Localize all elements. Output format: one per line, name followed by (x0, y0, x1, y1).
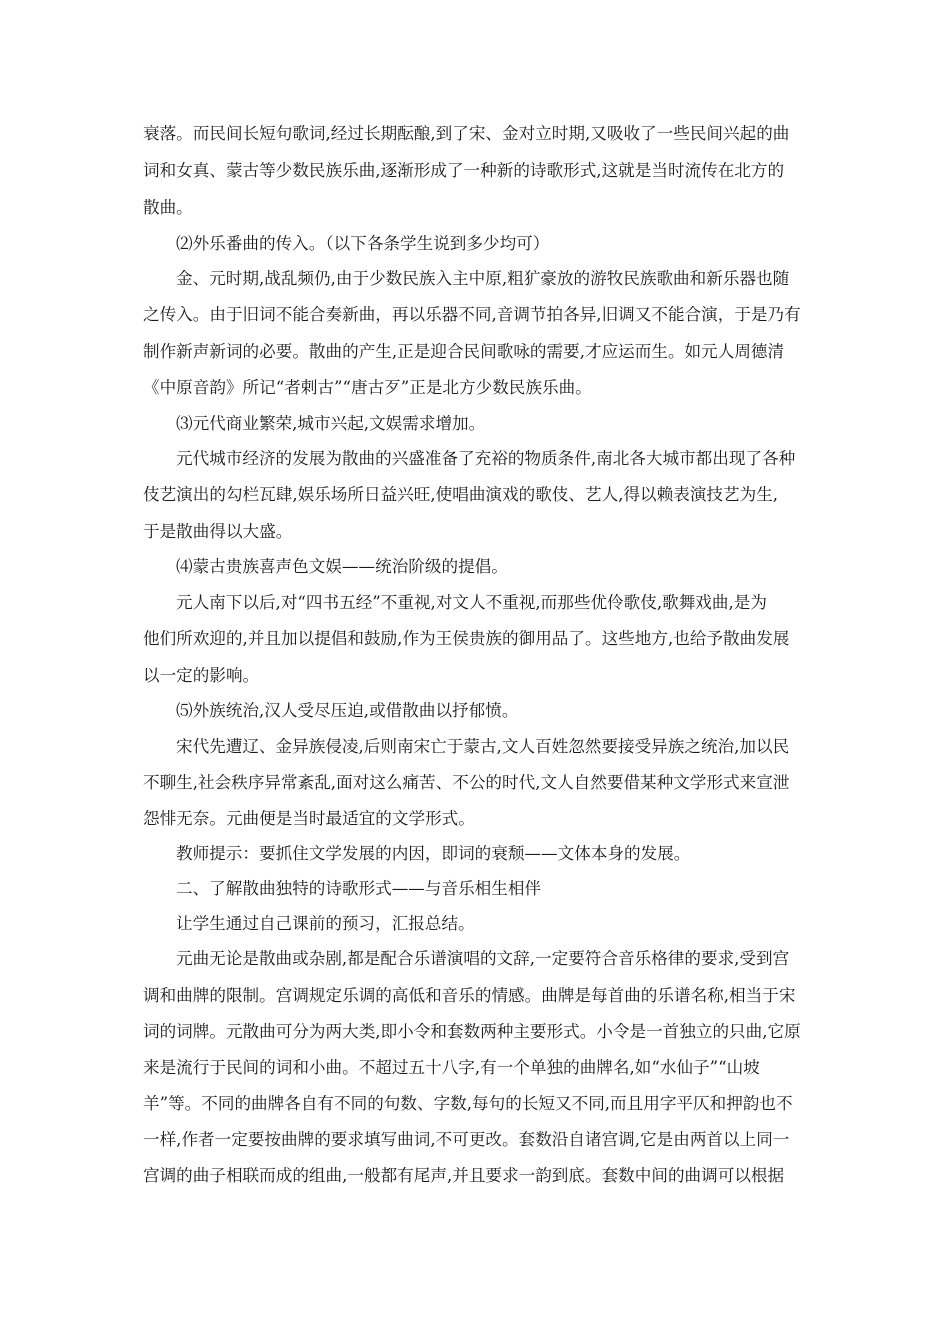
text-line: 之传入。由于旧词不能合奏新曲，再以乐器不同,音调节拍各异,旧调又不能合演，于是乃有 (143, 305, 801, 324)
text-line: 元人南下以后,对“四书五经”不重视,对文人不重视,而那些优伶歌伎,歌舞戏曲,是为 (176, 593, 767, 612)
section-heading: ⑵外乐番曲的传入。（以下各条学生说到多少均可） (176, 234, 550, 253)
section-heading: ⑶元代商业繁荣,城市兴起,文娱需求增加。 (176, 414, 486, 433)
text-line: 制作新声新词的必要。散曲的产生,正是迎合民间歌咏的需要,才应运而生。如元人周德清 (143, 342, 785, 361)
text-line: 散曲。 (143, 198, 193, 217)
text-line: 他们所欢迎的,并且加以提倡和鼓励,作为王侯贵族的御用品了。这些地方,也给予散曲发展 (143, 629, 790, 648)
text-line: 元代城市经济的发展为散曲的兴盛准备了充裕的物质条件,南北各大城市都出现了各种 (176, 449, 796, 468)
text-line: 来是流行于民间的词和小曲。不超过五十八字,有一个单独的曲牌名,如“水仙子”“山坡 (143, 1058, 760, 1077)
text-line: 于是散曲得以大盛。 (143, 522, 293, 541)
section-heading: ⑷蒙古贵族喜声色文娱——统治阶级的提倡。 (176, 557, 508, 576)
text-line: 让学生通过自己课前的预习，汇报总结。 (176, 914, 475, 933)
text-line: 元曲无论是散曲或杂剧,都是配合乐谱演唱的文辞,一定要符合音乐格律的要求,受到宫 (176, 949, 790, 968)
section-heading: 二、了解散曲独特的诗歌形式——与音乐相生相伴 (176, 879, 542, 898)
text-line: 《中原音韵》所记“者剌古”“唐古歹”正是北方少数民族乐曲。 (143, 378, 592, 397)
text-line: 羊”等。不同的曲牌各自有不同的句数、字数,每句的长短又不同,而且用字平仄和押韵也不 (143, 1094, 793, 1113)
teacher-tip: 教师提示：要抓住文学发展的内因，即词的衰颓——文体本身的发展。 (176, 844, 691, 863)
text-line: 宋代先遭辽、金异族侵凌,后则南宋亡于蒙古,文人百姓忽然要接受异族之统治,加以民 (176, 737, 790, 756)
text-line: 一样,作者一定要按曲牌的要求填写曲词,不可更改。套数沿自诸宫调,它是由两首以上同一 (143, 1130, 790, 1149)
text-line: 以一定的影响。 (143, 666, 260, 685)
text-line: 词的词牌。元散曲可分为两大类,即小令和套数两种主要形式。小令是一首独立的只曲,它原 (143, 1022, 801, 1041)
text-line: 宫调的曲子相联而成的组曲,一般都有尾声,并且要求一韵到底。套数中间的曲调可以根据 (143, 1166, 785, 1185)
section-heading: ⑸外族统治,汉人受尽压迫,或借散曲以抒郁愤。 (176, 701, 519, 720)
text-line: 金、元时期,战乱频仍,由于少数民族入主中原,粗犷豪放的游牧民族歌曲和新乐器也随 (176, 269, 790, 288)
text-line: 衰落。而民间长短句歌词,经过长期酝酿,到了宋、金对立时期,又吸收了一些民间兴起的曲 (143, 124, 790, 143)
text-line: 怨悱无奈。元曲便是当时最适宜的文学形式。 (143, 809, 475, 828)
text-line: 伎艺演出的勾栏瓦肆,娱乐场所日益兴旺,使唱曲演戏的歌伎、艺人,得以赖表演技艺为生, (143, 485, 779, 504)
text-line: 调和曲牌的限制。宫调规定乐调的高低和音乐的情感。曲牌是每首曲的乐谱名称,相当于宋 (143, 986, 796, 1005)
text-line: 不聊生,社会秩序异常紊乱,面对这么痛苦、不公的时代,文人自然要借某种文学形式来宣泄 (143, 773, 790, 792)
text-line: 词和女真、蒙古等少数民族乐曲,逐渐形成了一种新的诗歌形式,这就是当时流传在北方的 (143, 161, 785, 180)
